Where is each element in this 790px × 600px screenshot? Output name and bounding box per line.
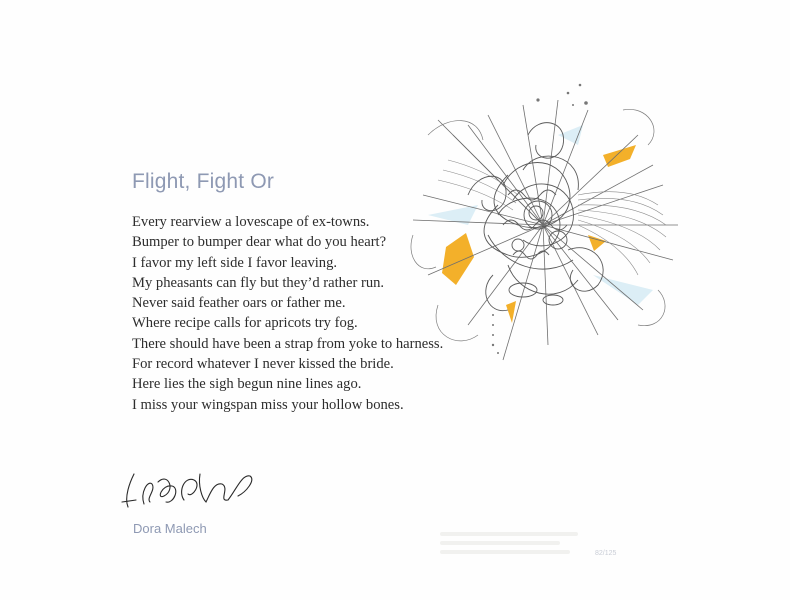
radiating-lines [413, 100, 678, 360]
poem-line: There should have been a strap from yoke to harness. [132, 335, 444, 352]
poem-body [132, 212, 443, 415]
poem-line: Every rearview a lovescape of ex-towns. [132, 214, 370, 230]
poem-line: Bumper to bumper dear what do you heart? [132, 234, 387, 251]
abstract-line-illustration [408, 75, 683, 365]
poem-line: Never said feather oars or father me. [132, 295, 346, 312]
faint-colophon-text [440, 532, 580, 559]
edition-number: 82/125 [595, 550, 617, 557]
poem-line: My pheasants can fly but they’d rather run. [132, 274, 385, 291]
poem-line: Where recipe calls for apricots try fog. [132, 315, 358, 332]
poem-line: I miss your wingspan miss your hollow bones. [132, 396, 404, 413]
poem-title: Flight, Fight Or [132, 170, 275, 193]
tangled-curves [468, 123, 603, 311]
poem-line: For record whatever I never kissed the bride. [132, 356, 394, 373]
poem-line: Here lies the sigh begun nine lines ago. [132, 376, 362, 393]
yellow-accent-shapes [442, 145, 636, 323]
author-signature [118, 462, 258, 512]
author-name: Dora Malech [133, 521, 207, 536]
poem-line: I favor my left side I favor leaving. [132, 254, 338, 271]
